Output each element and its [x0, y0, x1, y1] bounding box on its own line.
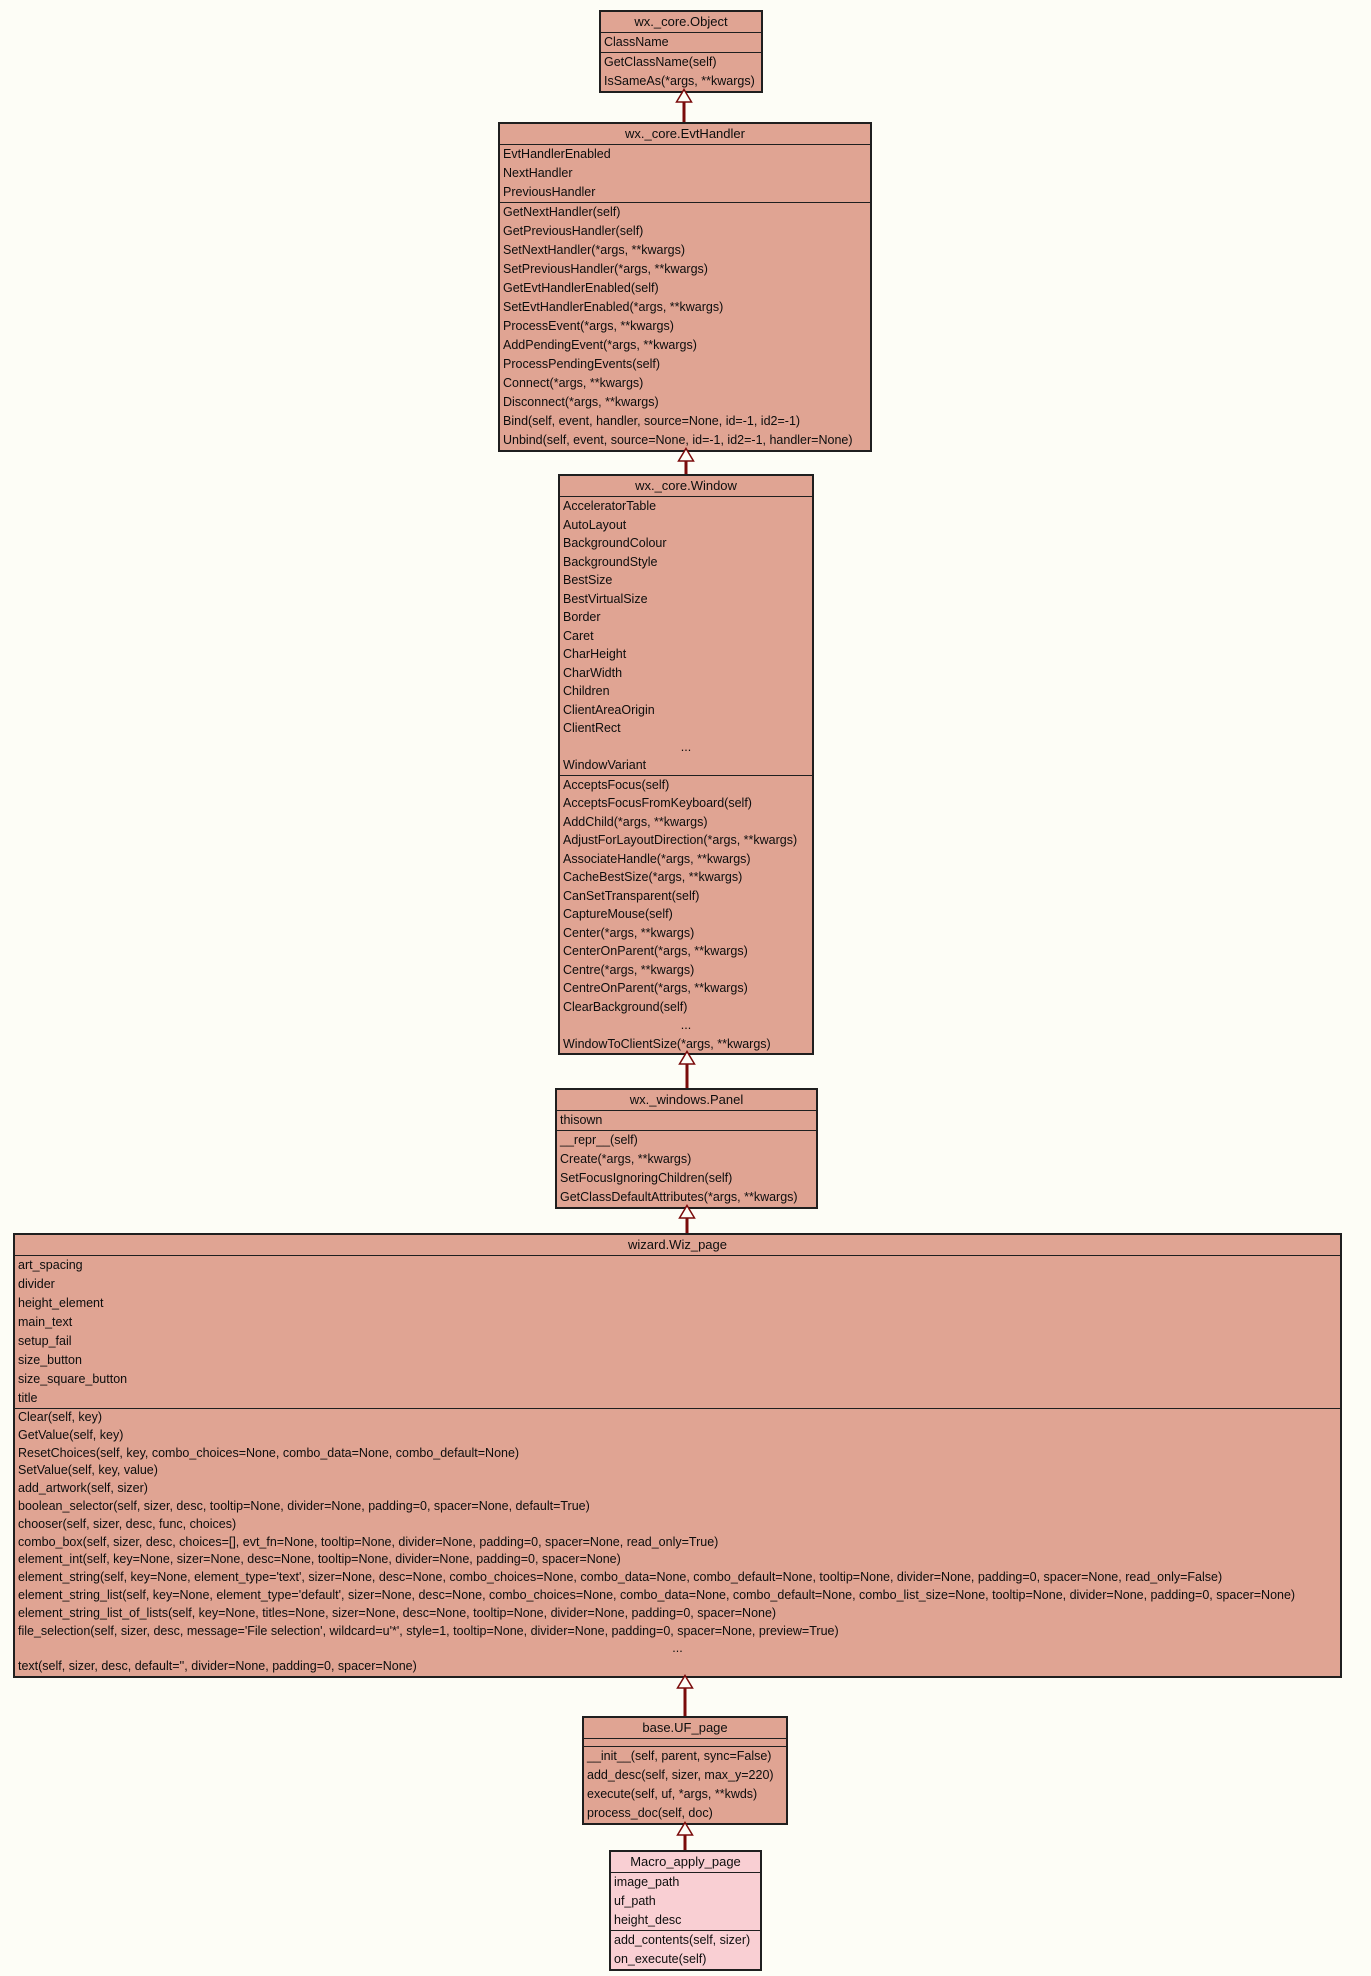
class-title: wizard.Wiz_page	[15, 1235, 1340, 1256]
class-method-row: add_contents(self, sizer)	[614, 1933, 751, 1947]
class-attribute-row: ClientAreaOrigin	[563, 702, 655, 717]
class-method-row: Create(*args, **kwargs)	[560, 1152, 692, 1166]
class-method-row: CanSetTransparent(self)	[563, 888, 700, 903]
class-method-row: Unbind(self, event, source=None, id=-1, id2=-1, handler=None)	[503, 433, 853, 447]
class-method-row: AcceptsFocusFromKeyboard(self)	[563, 796, 752, 810]
class-methods	[584, 1746, 786, 1823]
class-attribute-row: main_text	[18, 1315, 73, 1329]
class-method-row: on_execute(self)	[614, 1952, 707, 1966]
class-attribute-row: EvtHandlerEnabled	[503, 147, 611, 161]
class-attribute-row: AutoLayout	[563, 517, 627, 532]
inheritance-arrow	[676, 1674, 694, 1716]
class-title: Macro_apply_page	[611, 1852, 760, 1873]
class-method-row: ...	[680, 1018, 692, 1032]
class-methods	[500, 202, 870, 450]
inheritance-arrow	[678, 1204, 696, 1233]
class-method-row: SetEvtHandlerEnabled(*args, **kwargs)	[503, 300, 724, 314]
class-method-row: element_int(self, key=None, sizer=None, desc=None, tooltip=None, divider=None, padding=0, spacer=None)	[18, 1552, 621, 1567]
class-attribute-row: PreviousHandler	[503, 185, 596, 199]
class-method-row: SetNextHandler(*args, **kwargs)	[503, 243, 686, 257]
class-method-row: add_desc(self, sizer, max_y=220)	[587, 1768, 774, 1782]
class-method-row: GetPreviousHandler(self)	[503, 224, 644, 238]
class-attribute-row: title	[18, 1391, 38, 1405]
class-method-row: CenterOnParent(*args, **kwargs)	[563, 944, 748, 958]
class-box-base-uf-page	[582, 1716, 788, 1825]
class-box-wx-core-evthandler	[498, 122, 872, 452]
class-method-row: Clear(self, key)	[18, 1410, 103, 1424]
class-method-row: AssociateHandle(*args, **kwargs)	[563, 851, 751, 866]
class-attributes	[611, 1873, 760, 1930]
class-title: wx._core.EvtHandler	[500, 124, 870, 145]
class-attributes	[560, 497, 812, 775]
class-method-row: __repr__(self)	[560, 1133, 638, 1147]
class-attribute-row: height_element	[18, 1296, 104, 1310]
class-attribute-row: ClassName	[604, 35, 669, 49]
class-method-row: AddPendingEvent(*args, **kwargs)	[503, 338, 697, 352]
class-method-row: Disconnect(*args, **kwargs)	[503, 395, 659, 409]
class-attribute-row: NextHandler	[503, 166, 573, 180]
class-attribute-row: CharHeight	[563, 647, 627, 661]
class-method-row: ...	[672, 1641, 683, 1656]
class-title: wx._core.Object	[601, 12, 761, 33]
class-box-wx-windows-panel	[555, 1088, 818, 1209]
class-method-row: Center(*args, **kwargs)	[563, 925, 695, 940]
class-method-row: ProcessPendingEvents(self)	[503, 357, 661, 371]
class-method-row: combo_box(self, sizer, desc, choices=[], evt_fn=None, tooltip=None, divider=None, padding=0, spacer=None, read_only=True)	[18, 1534, 719, 1549]
class-attribute-row: BestSize	[563, 573, 613, 587]
class-attribute-row: BackgroundStyle	[563, 554, 658, 569]
class-box-wizard-wiz-page	[13, 1233, 1342, 1678]
class-attributes	[15, 1256, 1340, 1408]
class-method-row: GetNextHandler(self)	[503, 205, 621, 219]
class-method-row: GetClassDefaultAttributes(*args, **kwargs)	[560, 1190, 798, 1204]
class-attribute-row: Border	[563, 610, 601, 624]
class-method-row: SetPreviousHandler(*args, **kwargs)	[503, 262, 708, 276]
class-attribute-row: setup_fail	[18, 1334, 72, 1348]
class-attribute-row: ...	[680, 739, 692, 754]
class-method-row: element_string_list_of_lists(self, key=None, titles=None, sizer=None, desc=None, tooltip=None, divider=None, padding=0, spacer=None)	[18, 1605, 777, 1620]
class-method-row: AdjustForLayoutDirection(*args, **kwargs)	[563, 833, 798, 847]
inheritance-arrow	[676, 1821, 694, 1850]
class-method-row: text(self, sizer, desc, default='', divider=None, padding=0, spacer=None)	[18, 1659, 417, 1674]
class-method-row: GetEvtHandlerEnabled(self)	[503, 281, 659, 295]
class-method-row: ResetChoices(self, key, combo_choices=None, combo_data=None, combo_default=None)	[18, 1445, 520, 1460]
class-title: wx._windows.Panel	[557, 1090, 816, 1111]
class-method-row: Centre(*args, **kwargs)	[563, 962, 695, 977]
class-method-row: CacheBestSize(*args, **kwargs)	[563, 870, 743, 884]
class-box-wx-core-object	[599, 10, 763, 93]
class-attribute-row: image_path	[614, 1875, 680, 1889]
class-method-row: GetValue(self, key)	[18, 1427, 124, 1442]
class-attribute-row: uf_path	[614, 1894, 656, 1908]
class-attributes	[601, 33, 761, 52]
class-attribute-row: BestVirtualSize	[563, 591, 648, 606]
class-method-row: AddChild(*args, **kwargs)	[563, 814, 708, 829]
class-method-row: element_string_list(self, key=None, element_type='default', sizer=None, desc=None, combo_choices=None, combo_data=None, combo_default=None, combo_list_size=None, tooltip=None, divider=None, padding=0, spacer=None)	[18, 1587, 1296, 1602]
class-attributes	[557, 1111, 816, 1130]
class-attributes	[584, 1739, 786, 1746]
class-method-row: CentreOnParent(*args, **kwargs)	[563, 981, 748, 995]
class-method-row: CaptureMouse(self)	[563, 907, 673, 921]
class-method-row: IsSameAs(*args, **kwargs)	[604, 74, 755, 88]
class-attribute-row: Children	[563, 684, 610, 698]
class-method-row: add_artwork(self, sizer)	[18, 1481, 148, 1496]
class-methods	[601, 52, 761, 91]
class-method-row: ProcessEvent(*args, **kwargs)	[503, 319, 674, 333]
class-method-row: execute(self, uf, *args, **kwds)	[587, 1787, 758, 1801]
class-box-wx-core-window	[558, 474, 814, 1055]
class-title: base.UF_page	[584, 1718, 786, 1739]
class-methods	[611, 1930, 760, 1969]
class-attribute-row: size_square_button	[18, 1372, 128, 1386]
class-attribute-row: BackgroundColour	[563, 536, 667, 550]
class-attribute-row: ClientRect	[563, 721, 621, 735]
class-method-row: Connect(*args, **kwargs)	[503, 376, 644, 390]
class-method-row: GetClassName(self)	[604, 55, 717, 69]
inheritance-arrow	[675, 88, 693, 122]
class-method-row: Bind(self, event, handler, source=None, id=-1, id2=-1)	[503, 414, 801, 428]
class-attribute-row: Caret	[563, 628, 594, 643]
class-method-row: file_selection(self, sizer, desc, message='File selection', wildcard=u'*', style=1, tooltip=None, divider=None, padding=0, spacer=None, preview=True)	[18, 1623, 839, 1638]
class-attribute-row: divider	[18, 1277, 55, 1291]
class-method-row: AcceptsFocus(self)	[563, 777, 670, 792]
class-attribute-row: WindowVariant	[563, 758, 647, 772]
class-attribute-row: height_desc	[614, 1913, 682, 1927]
inheritance-arrow	[677, 447, 695, 475]
class-method-row: SetFocusIgnoringChildren(self)	[560, 1171, 733, 1185]
class-attribute-row: size_button	[18, 1353, 82, 1367]
class-box-macro-apply-page	[609, 1850, 762, 1971]
class-method-row: boolean_selector(self, sizer, desc, tooltip=None, divider=None, padding=0, spacer=None, default=True)	[18, 1498, 590, 1513]
class-method-row: element_string(self, key=None, element_type='text', sizer=None, desc=None, combo_choices=None, combo_data=None, combo_default=None, tooltip=None, divider=None, padding=0, spacer=None, read_only=False)	[18, 1570, 1223, 1585]
class-method-row: chooser(self, sizer, desc, func, choices)	[18, 1516, 237, 1531]
inheritance-arrow	[678, 1050, 696, 1088]
class-attribute-row: thisown	[560, 1113, 603, 1127]
class-attribute-row: AcceleratorTable	[563, 499, 657, 513]
class-methods	[15, 1408, 1340, 1676]
class-method-row: WindowToClientSize(*args, **kwargs)	[563, 1036, 771, 1051]
class-method-row: SetValue(self, key, value)	[18, 1463, 158, 1478]
class-attributes	[500, 145, 870, 202]
class-method-row: __init__(self, parent, sync=False)	[587, 1749, 772, 1763]
class-methods	[557, 1130, 816, 1207]
class-attribute-row: CharWidth	[563, 665, 623, 680]
class-attribute-row: art_spacing	[18, 1258, 83, 1272]
class-title: wx._core.Window	[560, 476, 812, 497]
class-method-row: ClearBackground(self)	[563, 999, 688, 1014]
class-methods	[560, 775, 812, 1054]
class-method-row: process_doc(self, doc)	[587, 1806, 713, 1820]
